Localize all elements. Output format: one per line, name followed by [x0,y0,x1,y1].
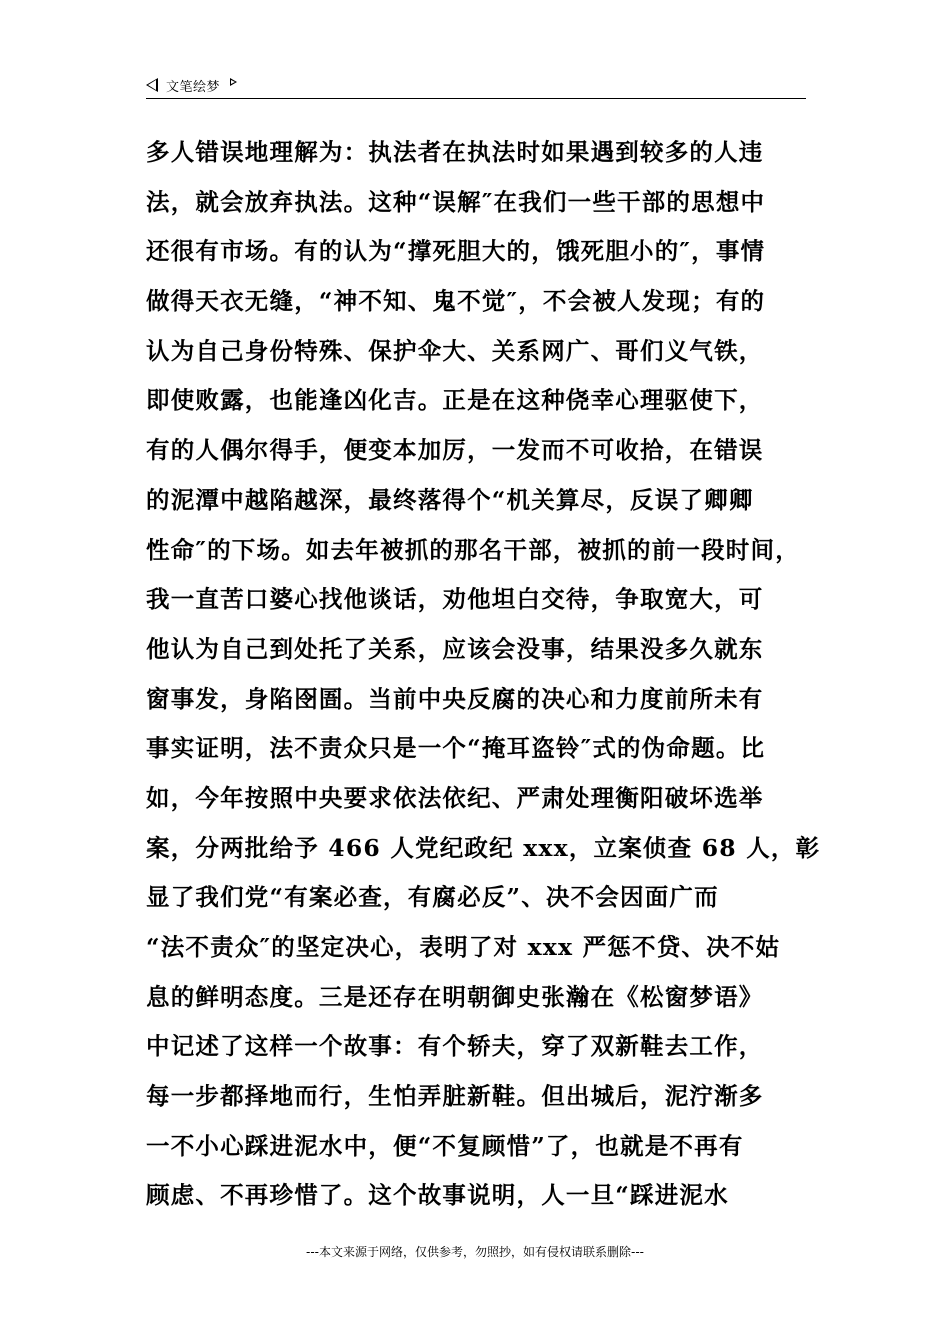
header-title: 文笔绘梦 [166,79,221,95]
text-line: 一不小心踩进泥水中，便“不复顾惜”了，也就是不再有 [146,1131,744,1160]
text-line: 如，今年按照中央要求依法依纪、严肃处理衡阳破坏选举 [146,783,764,812]
text-line: 即使败露，也能逢凶化吉。正是在这种侥幸心理驱使下， [146,386,764,415]
triangle-right-icon [230,78,237,86]
footer-notice: ---本文来源于网络，仅供参考，勿照抄，如有侵权请联系删除--- [306,1245,644,1259]
text-line: 我一直苦口婆心找他谈话，劝他坦白交待，争取宽大，可 [146,585,764,614]
text-line: 窗事发，身陷囹圄。当前中央反腐的决心和力度前所未有 [146,684,764,713]
text-line: “法不责众″的坚定决心，表明了对 xxx 严惩不贷、决不姑 [146,933,781,961]
text-line: 息的鲜明态度。三是还存在明朝御史张瀚在《松窗梦语》 [146,982,764,1011]
document-body [146,128,826,1221]
text-line: 事实证明，法不责众只是一个“掩耳盗铃″式的伪命题。比 [146,734,766,763]
text-line: 法，就会放弃执法。这种“误解″在我们一些干部的思想中 [146,187,766,216]
header-content [146,74,237,96]
text-line: 做得天衣无缝，“神不知、鬼不觉″，不会被人发现；有的 [146,287,766,316]
text-line: 有的人偶尔得手，便变本加厉，一发而不可收拾，在错误 [146,436,764,465]
triangle-left-icon [146,78,158,92]
text-line: 的泥潭中越陷越深，最终落得个“机关算尽，反误了卿卿 [146,485,754,514]
text-line: 每一步都择地而行，生怕弄脏新鞋。但出城后，泥泞渐多 [146,1082,764,1111]
text-line: 中记述了这样一个故事：有个轿夫，穿了双新鞋去工作， [146,1032,764,1061]
text-line: 显了我们党“有案必查，有腐必反”、决不会因面广而 [146,883,719,912]
text-line: 顾虑、不再珍惜了。这个故事说明，人一旦“踩进泥水 [146,1181,729,1210]
text-line: 多人错误地理解为：执法者在执法时如果遇到较多的人违 [146,138,764,166]
text-line: 认为自己身份特殊、保护伞大、关系网广、哥们义气铁， [146,336,764,365]
text-line: 案，分两批给予 466 人党纪政纪 xxx，立案侦查 68 人，彰 [146,833,821,862]
page-header [146,74,806,99]
text-line: 他认为自己到处托了关系，应该会没事，结果没多久就东 [146,634,764,663]
text-line: 还很有市场。有的认为“撑死胆大的，饿死胆小的″，事情 [146,237,766,266]
text-line: 性命″的下场。如去年被抓的那名干部，被抓的前一段时间， [146,535,800,564]
